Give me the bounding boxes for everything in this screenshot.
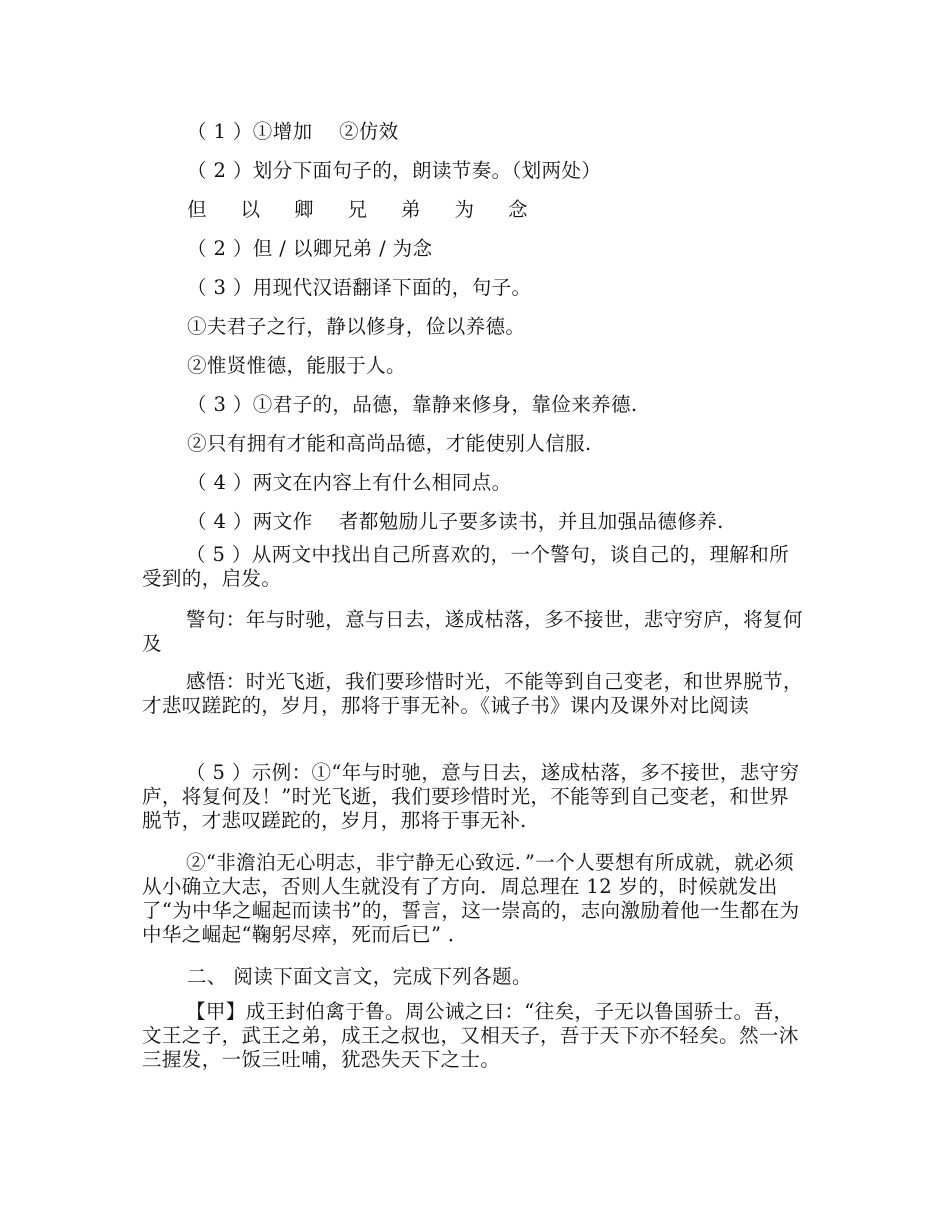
answer-3-1: （ 3 ）①君子的，品德，靠静来修身，靠俭来养德. (187, 393, 638, 416)
maxim-paragraph: 警句：年与时驰，意与日去，遂成枯落，多不接世，悲守穷庐，将复何及 (142, 608, 803, 655)
answer-3-2: ②只有拥有才能和高尚品德，才能使别人信服. (187, 432, 592, 455)
question-4: （ 4 ）两文在内容上有什么相同点。 (187, 471, 512, 494)
answer-2: （ 2 ）但 / 以卿兄弟 / 为念 (187, 237, 433, 260)
rhythm-sentence: 但以卿兄弟为念 (187, 198, 562, 221)
answer-5-example-1: （ 5 ）示例：①“年与时驰，意与日去，遂成枯落，多不接世，悲守穷庐，将复何及！”时光飞逝，我们要珍惜时光，不能等到自己变老，和世界脱节，才悲叹蹉跎的，岁月，那将于事无补. (142, 761, 800, 832)
section-2-heading: 二、 阅读下面文言文，完成下列各题。 (187, 965, 532, 988)
classical-text-jia: 【甲】成王封伯禽于鲁。周公诫之曰：“往矣，子无以鲁国骄士。吾，文王之子，武王之弟，成王之叔也，又相天子，吾于天下亦不轻矣。然一沐三握发，一饭三吐哺，犹恐失天下之士。 (142, 1000, 799, 1071)
question-2: （ 2 ）划分下面句子的，朗读节奏。（划两处） (187, 159, 602, 182)
answer-4: （ 4 ）两文作 者都勉励儿子要多读书，并且加强品德修养. (187, 510, 724, 533)
question-5: （ 5 ）从两文中找出自己所喜欢的，一个警句，谈自己的，理解和所受到的，启发。 (142, 543, 790, 590)
answer-1: （ 1 ）①增加 ②仿效 (187, 120, 399, 143)
reflection-paragraph: 感悟：时光飞逝，我们要珍惜时光，不能等到自己变老，和世界脱节，才悲叹蹉跎的，岁月，那将于事无补。《诫子书》课内及课外对比阅读 (142, 670, 803, 717)
answer-5-example-2: ②“非澹泊无心明志，非宁静无心致远．”一个人要想有所成就，就必须从小确立大志，否则人生就没有了方向．周总理在 12 岁的，时候就发出了“为中华之崛起而读书”的，誓言，这一崇高的，志向激励着他一生都在为中华之崛起“鞠躬尽瘁，死而后已” ． (142, 851, 800, 946)
sentence-2: ②惟贤惟德，能服于人。 (187, 354, 406, 377)
question-3: （ 3 ）用现代汉语翻译下面的，句子。 (187, 276, 532, 299)
sentence-1: ①夫君子之行，静以修身，俭以养德。 (187, 315, 526, 338)
